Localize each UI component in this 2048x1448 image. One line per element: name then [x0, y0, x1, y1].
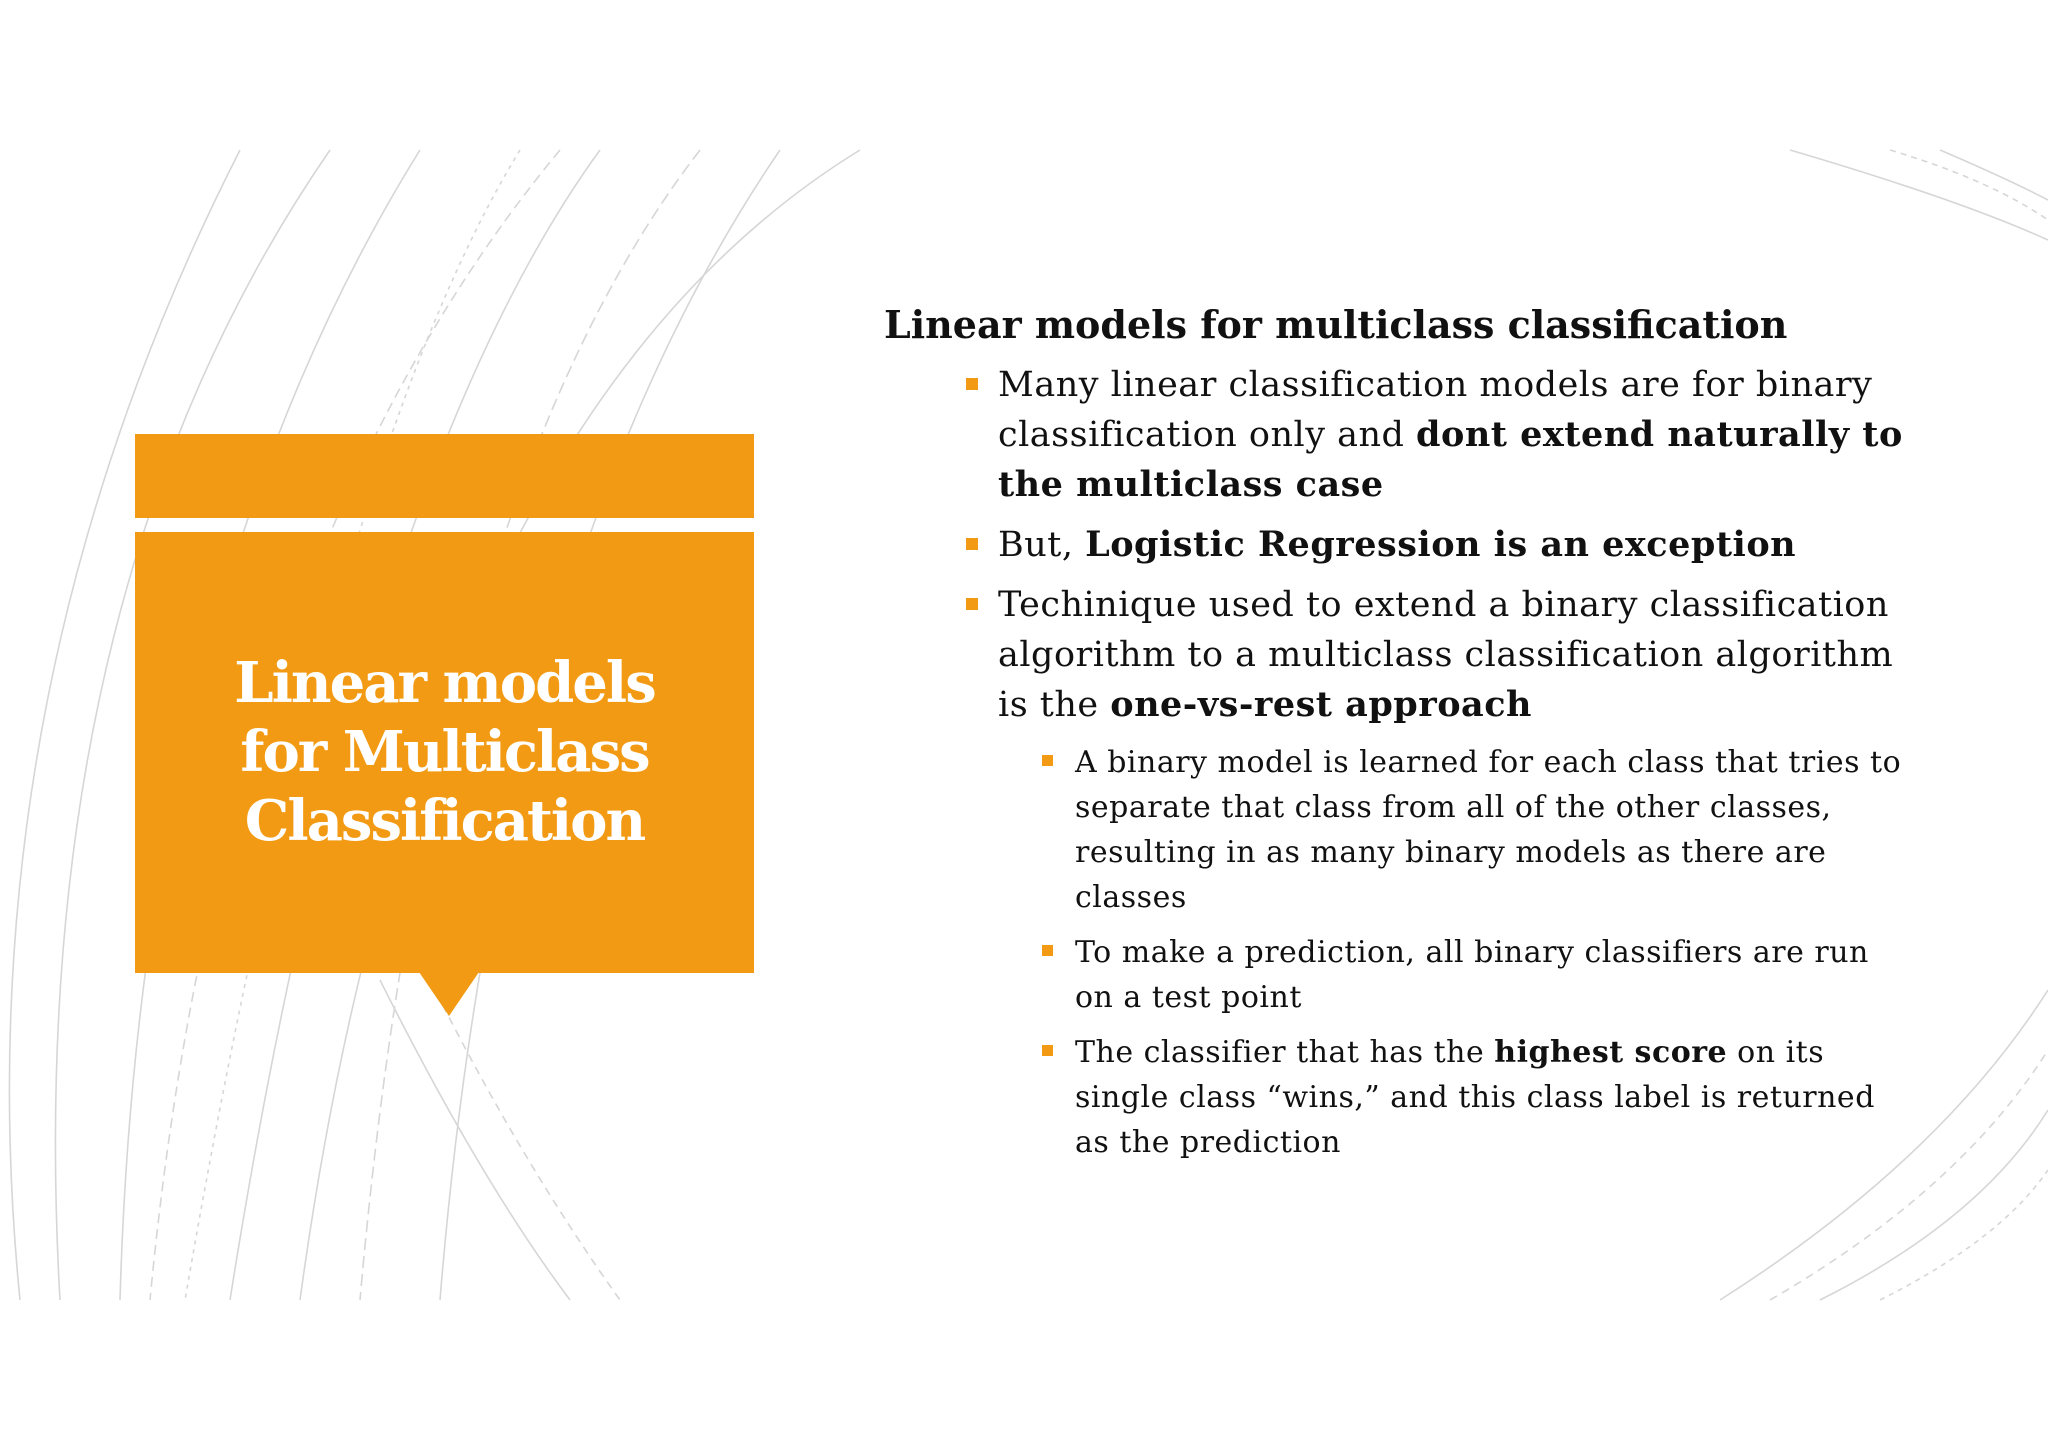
bullet-list	[884, 360, 1914, 1165]
sub-bullet-bold-text: highest score	[1494, 1035, 1728, 1070]
accent-bar	[135, 434, 754, 518]
sub-bullet-text: The classifier that has the	[1075, 1035, 1495, 1070]
sub-bullet-text: To make a prediction, all binary classifiers are run on a test point	[1075, 935, 1869, 1015]
title-box-pointer	[419, 972, 479, 1016]
square-bullet-icon	[1042, 755, 1053, 766]
bullet-text: But,	[998, 525, 1086, 565]
square-bullet-icon	[1042, 945, 1053, 956]
bullet-item	[998, 520, 1914, 570]
sub-bullet-item	[1075, 1030, 1914, 1165]
sub-bullet-item	[1075, 930, 1914, 1020]
slide-title: Linear models for Multiclass Classification	[234, 650, 655, 854]
sub-bullet-text: A binary model is learned for each class that tries to separate that class from all of the other classes, resulting in as many binary models as there are classes	[1075, 745, 1902, 915]
title-box	[135, 532, 754, 973]
bullet-item	[998, 360, 1914, 510]
bullet-bold-text: one-vs-rest approach	[1110, 684, 1532, 725]
square-bullet-icon	[966, 378, 978, 390]
bullet-text: Techinique used to extend a binary classification algorithm to a multiclass classification algorithm is the	[998, 585, 1894, 725]
square-bullet-icon	[966, 538, 978, 550]
bullet-bold-text: dont extend naturally to the multiclass case	[998, 414, 1903, 505]
content-heading: Linear models for multiclass classification	[884, 302, 1788, 347]
sub-bullet-list	[998, 740, 1914, 1165]
square-bullet-icon	[1042, 1045, 1053, 1056]
square-bullet-icon	[966, 598, 978, 610]
slide-content	[884, 300, 1914, 1175]
bullet-bold-text: Logistic Regression is an exception	[1085, 524, 1797, 565]
sub-bullet-item	[1075, 740, 1914, 920]
bullet-item	[998, 580, 1914, 1165]
sub-bullet-text-end: on its single class “wins,” and this class label is returned as the prediction	[1075, 1035, 1875, 1160]
bullet-text: Many linear classification models are for binary classification only and	[998, 365, 1873, 455]
